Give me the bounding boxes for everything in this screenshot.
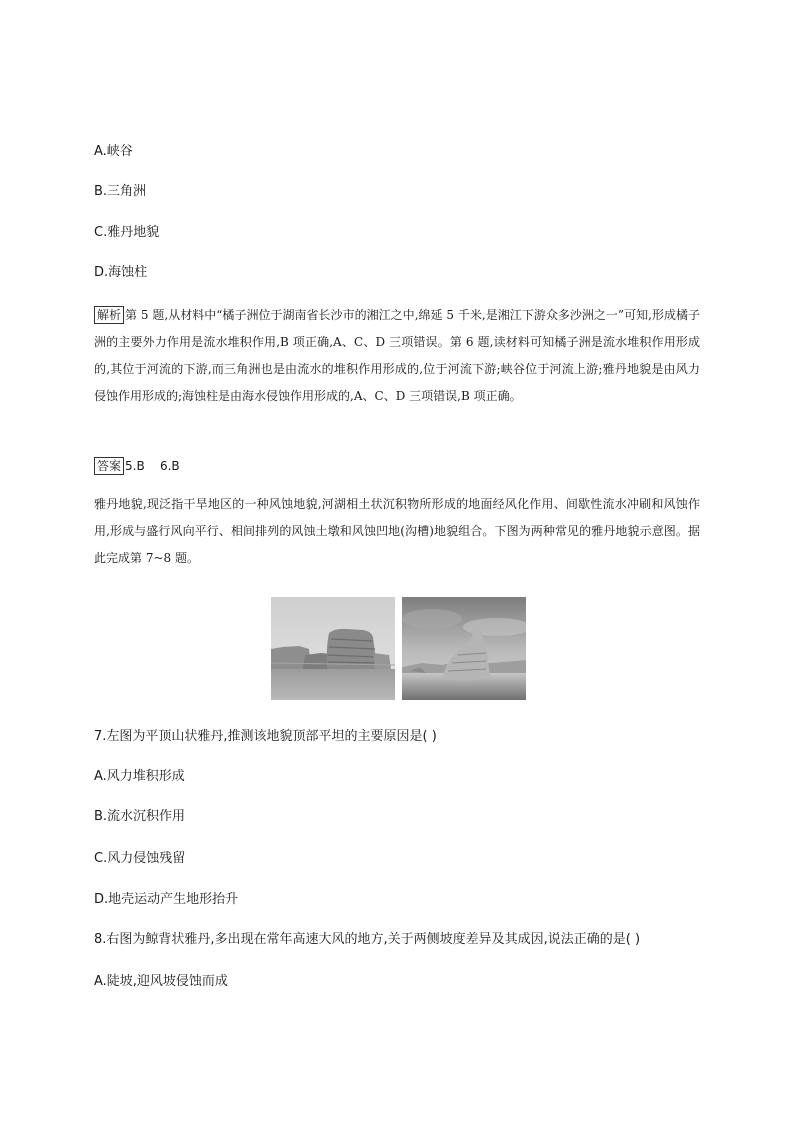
q8-stem: 8.右图为鲸背状雅丹,多出现在常年高速大风的地方,关于两侧坡度差异及其成因,说法正确的是( ) <box>94 932 641 947</box>
answer-tag: 答案 <box>94 457 124 475</box>
analysis-tag: 解析 <box>94 306 124 324</box>
q6-option-b: B.三角洲 <box>94 184 147 199</box>
answer-block <box>94 456 180 476</box>
mesa-yardang-photo <box>271 597 395 700</box>
q8-option-a: A.陡坡,迎风坡侵蚀而成 <box>94 974 228 989</box>
q7-option-c: C.风力侵蚀残留 <box>94 851 186 866</box>
q7-option-d: D.地壳运动产生地形抬升 <box>94 892 239 907</box>
q6-option-c: C.雅丹地貌 <box>94 225 160 240</box>
q7-option-a: A.风力堆积形成 <box>94 769 185 784</box>
analysis-text: 第 5 题,从材料中“橘子洲位于湖南省长沙市的湘江之中,绵延 5 千米,是湘江下游众多沙洲之一”可知,形成橘子洲的主要外力作用是流水堆积作用,B 项正确,A、C、D 三项错误。第 6 题,读材料可知橘子洲是流水堆积作用形成的,其位于河流的下游,而三角洲也是由流水的堆积作用形成的,位于河流下游;峡谷位于河流上游;雅丹地貌是由风力侵蚀作用形成的;海蚀柱是由海水侵蚀作用形成的,A、C、D 三项错误,B 项正确。 <box>94 308 700 403</box>
answer-text: 5.B 6.B <box>125 459 180 473</box>
q6-option-d: D.海蚀柱 <box>94 265 148 280</box>
analysis-block <box>94 302 700 410</box>
q6-option-a: A.峡谷 <box>94 144 133 159</box>
q7-stem: 7.左图为平顶山状雅丹,推测该地貌顶部平坦的主要原因是( ) <box>94 729 437 744</box>
whaleback-yardang-photo <box>402 597 526 700</box>
material-paragraph: 雅丹地貌,现泛指干旱地区的一种风蚀地貌,河湖相土状沉积物所形成的地面经风化作用、间歇性流水冲刷和风蚀作用,形成与盛行风向平行、相间排列的风蚀土墩和风蚀凹地(沟槽)地貌组合。下图为两种常见的雅丹地貌示意图。据此完成第 7~8 题。 <box>94 497 700 565</box>
q7-option-b: B.流水沉积作用 <box>94 809 186 824</box>
